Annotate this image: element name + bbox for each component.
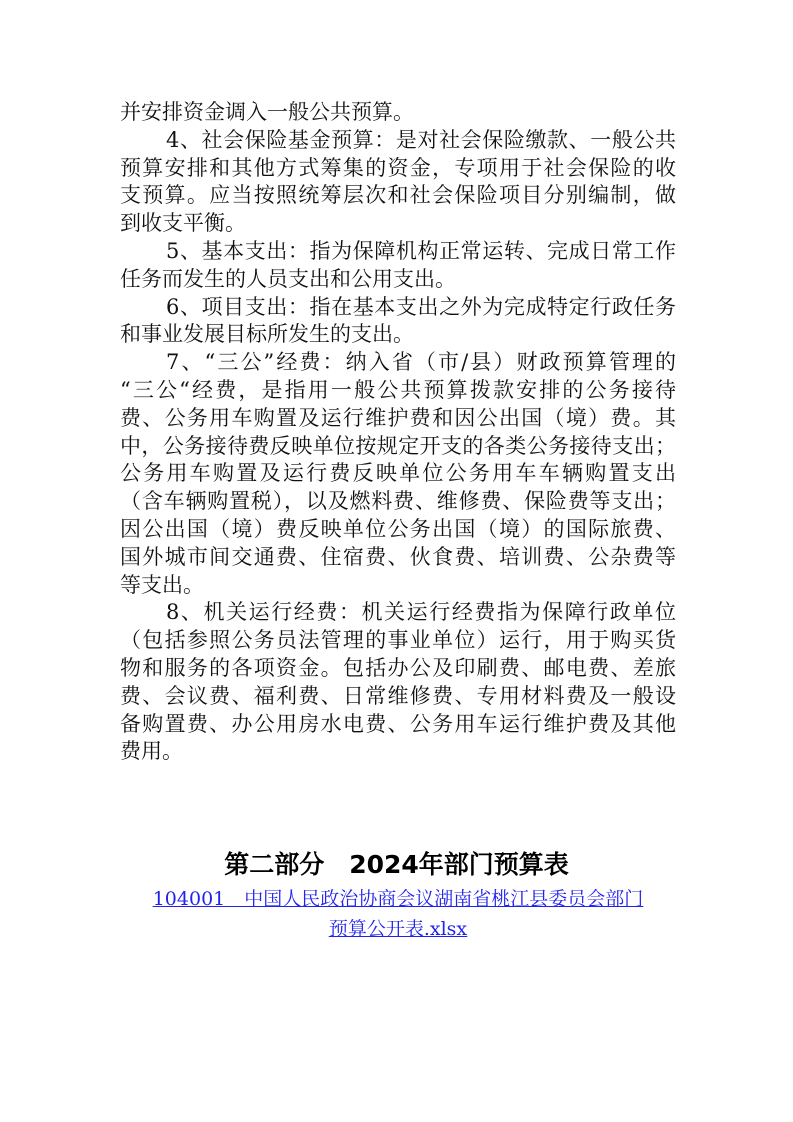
paragraph-line: （包括参照公务员法管理的事业单位）运行，用于购买货 <box>120 628 676 653</box>
paragraph <box>120 127 676 238</box>
attachment-link[interactable] <box>120 884 676 944</box>
paragraph-line: 中，公务接待费反映单位按规定开支的各类公务接待支出； <box>120 433 676 458</box>
paragraph-line: 8、机关运行经费：机关运行经费指为保障行政单位 <box>166 600 676 625</box>
paragraph-line: 预算安排和其他方式筹集的资金，专项用于社会保险的收 <box>120 155 676 180</box>
paragraph-line: 和事业发展目标所发生的支出。 <box>120 322 414 347</box>
paragraph <box>120 349 676 599</box>
paragraph-line: 并安排资金调入一般公共预算。 <box>120 100 414 124</box>
paragraph-line: 支预算。应当按照统筹层次和社会保险项目分别编制，做 <box>120 183 676 208</box>
paragraph-line: （含车辆购置税），以及燃料费、维修费、保险费等支出； <box>120 489 676 514</box>
attachment-link-line-1[interactable]: 104001 中国人民政治协商会议湖南省桃江县委员会部门 <box>152 888 644 910</box>
paragraph-line: 4、社会保险基金预算：是对社会保险缴款、一般公共 <box>166 127 676 152</box>
paragraph-line: 费用。 <box>120 739 183 764</box>
paragraph-line: 费、会议费、福利费、日常维修费、专用材料费及一般设 <box>120 683 676 708</box>
paragraph <box>120 294 676 350</box>
paragraph-line: 物和服务的各项资金。包括办公及印刷费、邮电费、差旅 <box>120 655 676 680</box>
paragraph-line: 国外城市间交通费、住宿费、伙食费、培训费、公杂费等 <box>120 544 676 569</box>
paragraph <box>120 599 676 766</box>
paragraph-line: 5、基本支出：指为保障机构正常运转、完成日常工作 <box>166 238 676 263</box>
paragraph-line: “三公“经费，是指用一般公共预算拨款安排的公务接待 <box>120 377 676 402</box>
paragraph-line: 费、公务用车购置及运行维护费和因公出国（境）费。其 <box>120 405 676 430</box>
paragraph-line: 公务用车购置及运行费反映单位公务用车车辆购置支出 <box>120 461 676 486</box>
body-text <box>120 99 676 766</box>
paragraph-line: 7、“三公”经费：纳入省（市/县）财政预算管理的 <box>166 350 676 375</box>
paragraph-line: 到收支平衡。 <box>120 211 246 236</box>
paragraph <box>120 99 676 127</box>
paragraph-line: 等支出。 <box>120 572 204 597</box>
section-heading: 第二部分 2024年部门预算表 <box>224 850 569 879</box>
paragraph-line: 备购置费、办公用房水电费、公务用车运行维护费及其他 <box>120 711 676 736</box>
paragraph-line: 任务而发生的人员支出和公用支出。 <box>120 266 456 291</box>
paragraph-line: 6、项目支出：指在基本支出之外为完成特定行政任务 <box>166 294 676 319</box>
paragraph-line: 因公出国（境）费反映单位公务出国（境）的国际旅费、 <box>120 516 676 541</box>
paragraph <box>120 238 676 294</box>
attachment-link-line-2[interactable]: 预算公开表.xlsx <box>328 918 468 940</box>
